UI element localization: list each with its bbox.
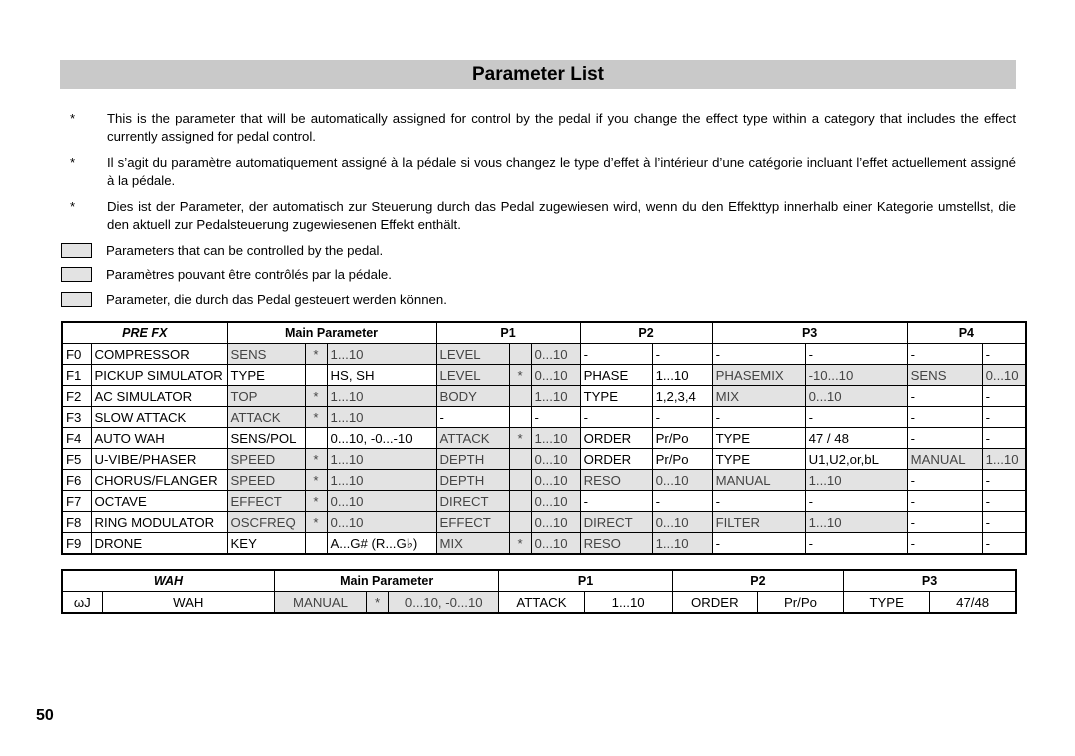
main-param-star: * [367, 592, 389, 614]
main-param-star: * [305, 386, 327, 407]
main-param-range: HS, SH [327, 365, 436, 386]
p4-name: MANUAL [907, 449, 982, 470]
legend-text: Parameters that can be controlled by the pedal. [106, 242, 384, 258]
p1-name: - [436, 407, 509, 428]
main-param-name: SENS/POL [227, 428, 305, 449]
effect-id: ωJ [62, 592, 102, 614]
table-header-row [62, 322, 1026, 344]
effect-id: F8 [62, 512, 91, 533]
p3-range: 0...10 [805, 386, 907, 407]
p1-star: * [509, 428, 531, 449]
effect-name: OCTAVE [91, 491, 227, 512]
p2-name: - [580, 407, 652, 428]
prefx-parameter-table [61, 321, 1027, 555]
header-p2: P2 [580, 322, 712, 344]
effect-id: F9 [62, 533, 91, 555]
header-p3: P3 [844, 570, 1016, 592]
p1-name: LEVEL [436, 344, 509, 365]
note-text: This is the parameter that will be automatically assigned for control by the pedal if you change the effect type within a category that includes the effect currently assigned for pedal control. [107, 111, 1016, 144]
p3-range: U1,U2,or,bL [805, 449, 907, 470]
legend [61, 238, 447, 312]
p3-range: 47 / 48 [805, 428, 907, 449]
table-row [62, 365, 1026, 386]
p1-range: 0...10 [531, 365, 580, 386]
table-row [62, 449, 1026, 470]
p3-range: 47/48 [930, 592, 1016, 614]
p2-name: PHASE [580, 365, 652, 386]
main-param-name: ATTACK [227, 407, 305, 428]
p1-range: 0...10 [531, 470, 580, 491]
p4-name: - [907, 470, 982, 491]
legend-swatch [61, 292, 92, 307]
p3-name: - [712, 407, 805, 428]
legend-item [61, 287, 447, 312]
table-row [62, 428, 1026, 449]
main-param-name: SENS [227, 344, 305, 365]
table-row [62, 470, 1026, 491]
header-p2: P2 [672, 570, 843, 592]
p4-name: - [907, 533, 982, 555]
p1-name: MIX [436, 533, 509, 555]
legend-text: Parameter, die durch das Pedal gesteuert werden können. [106, 291, 447, 307]
p1-name: LEVEL [436, 365, 509, 386]
header-main-parameter: Main Parameter [227, 322, 436, 344]
main-param-range: 0...10, -0...10 [389, 592, 499, 614]
main-param-range: 1...10 [327, 386, 436, 407]
effect-name: PICKUP SIMULATOR [91, 365, 227, 386]
note-english [64, 110, 1016, 146]
main-param-name: TOP [227, 386, 305, 407]
p4-range: - [982, 344, 1026, 365]
legend-item [61, 263, 447, 288]
legend-item [61, 238, 447, 263]
header-p1: P1 [436, 322, 580, 344]
p1-star [509, 344, 531, 365]
effect-id: F7 [62, 491, 91, 512]
p2-range: Pr/Po [757, 592, 843, 614]
effect-id: F2 [62, 386, 91, 407]
main-param-star: * [305, 470, 327, 491]
p1-range: 1...10 [531, 428, 580, 449]
main-param-star [305, 428, 327, 449]
p1-range: 0...10 [531, 449, 580, 470]
main-param-name: SPEED [227, 470, 305, 491]
p4-range: - [982, 407, 1026, 428]
p1-range: - [531, 407, 580, 428]
p3-name: - [712, 491, 805, 512]
p2-name: RESO [580, 533, 652, 555]
main-param-range: 0...10 [327, 491, 436, 512]
p1-range: 1...10 [584, 592, 672, 614]
p3-range: - [805, 533, 907, 555]
p2-name: DIRECT [580, 512, 652, 533]
effect-name: CHORUS/FLANGER [91, 470, 227, 491]
p1-name: DIRECT [436, 491, 509, 512]
p1-star: * [509, 365, 531, 386]
p4-name: - [907, 491, 982, 512]
page-title: Parameter List [60, 60, 1016, 89]
p1-range: 0...10 [531, 344, 580, 365]
p1-name: BODY [436, 386, 509, 407]
main-param-range: A...G# (R...G♭) [327, 533, 436, 555]
main-param-range: 1...10 [327, 449, 436, 470]
note-german [64, 198, 1016, 234]
main-param-star [305, 365, 327, 386]
main-param-name: KEY [227, 533, 305, 555]
legend-swatch [61, 267, 92, 282]
main-param-range: 0...10 [327, 512, 436, 533]
effect-id: F1 [62, 365, 91, 386]
table-row [62, 491, 1026, 512]
table-row [62, 386, 1026, 407]
table-row [62, 407, 1026, 428]
table-header-row [62, 570, 1016, 592]
p4-range: - [982, 491, 1026, 512]
p3-range: - [805, 491, 907, 512]
effect-id: F4 [62, 428, 91, 449]
p4-range: - [982, 512, 1026, 533]
header-p4: P4 [907, 322, 1026, 344]
effect-name: U-VIBE/PHASER [91, 449, 227, 470]
p2-name: - [580, 344, 652, 365]
page-number: 50 [36, 707, 54, 724]
p3-name: PHASEMIX [712, 365, 805, 386]
header-category: PRE FX [62, 322, 227, 344]
p3-range: -10...10 [805, 365, 907, 386]
table-row [62, 512, 1026, 533]
legend-swatch [61, 243, 92, 258]
p1-star [509, 407, 531, 428]
effect-name: WAH [102, 592, 274, 614]
p4-range: - [982, 428, 1026, 449]
note-text: Il s’agit du paramètre automatiquement assigné à la pédale si vous changez le type d’effet à l’intérieur d’une catégorie incluant l’effet actuellement assigné à la pédale. [107, 155, 1016, 188]
p2-range: 1,2,3,4 [652, 386, 712, 407]
effect-id: F6 [62, 470, 91, 491]
p3-name: MANUAL [712, 470, 805, 491]
p3-name: TYPE [712, 449, 805, 470]
p2-name: TYPE [580, 386, 652, 407]
p4-range: 0...10 [982, 365, 1026, 386]
main-param-name: TYPE [227, 365, 305, 386]
p3-range: 1...10 [805, 512, 907, 533]
p1-star [509, 512, 531, 533]
p2-name: ORDER [580, 428, 652, 449]
p4-name: SENS [907, 365, 982, 386]
p3-range: - [805, 407, 907, 428]
note-french [64, 154, 1016, 190]
note-text: Dies ist der Parameter, der automatisch zur Steuerung durch das Pedal zugewiesen wird, wenn du den Effekttyp innerhalb einer Kategorie umstellst, die den aktuell zur Pedalsteuerung zugewiesenen Effekt enthält. [107, 199, 1016, 232]
p1-star [509, 470, 531, 491]
effect-id: F3 [62, 407, 91, 428]
note-marker: * [70, 155, 76, 170]
main-param-star: * [305, 407, 327, 428]
main-param-range: 1...10 [327, 344, 436, 365]
table-row [62, 344, 1026, 365]
main-param-name: MANUAL [274, 592, 366, 614]
p3-name: MIX [712, 386, 805, 407]
effect-name: AC SIMULATOR [91, 386, 227, 407]
p2-range: 1...10 [652, 533, 712, 555]
p1-name: EFFECT [436, 512, 509, 533]
p1-star [509, 386, 531, 407]
p1-star: * [509, 533, 531, 555]
header-category: WAH [62, 570, 274, 592]
note-marker: * [70, 111, 76, 126]
p2-range: - [652, 407, 712, 428]
p2-range: 0...10 [652, 470, 712, 491]
p1-range: 0...10 [531, 512, 580, 533]
p2-range: 1...10 [652, 365, 712, 386]
effect-name: AUTO WAH [91, 428, 227, 449]
p4-name: - [907, 428, 982, 449]
p2-range: - [652, 344, 712, 365]
p3-range: - [805, 344, 907, 365]
p4-name: - [907, 407, 982, 428]
p4-range: - [982, 386, 1026, 407]
note-marker: * [70, 199, 76, 214]
p1-name: DEPTH [436, 470, 509, 491]
main-param-star: * [305, 491, 327, 512]
p1-star [509, 449, 531, 470]
p2-range: Pr/Po [652, 428, 712, 449]
p4-name: - [907, 386, 982, 407]
effect-id: F5 [62, 449, 91, 470]
main-param-star: * [305, 512, 327, 533]
p1-range: 0...10 [531, 533, 580, 555]
table-row [62, 533, 1026, 555]
header-p3: P3 [712, 322, 907, 344]
main-param-range: 1...10 [327, 407, 436, 428]
effect-name: SLOW ATTACK [91, 407, 227, 428]
notes [64, 110, 1016, 242]
p3-name: TYPE [712, 428, 805, 449]
main-param-star: * [305, 449, 327, 470]
main-param-name: OSCFREQ [227, 512, 305, 533]
main-param-star: * [305, 344, 327, 365]
p2-name: ORDER [580, 449, 652, 470]
p1-star [509, 491, 531, 512]
p3-name: TYPE [844, 592, 930, 614]
main-param-star [305, 533, 327, 555]
legend-text: Paramètres pouvant être contrôlés par la pédale. [106, 267, 392, 283]
p1-range: 1...10 [531, 386, 580, 407]
p1-name: DEPTH [436, 449, 509, 470]
p4-name: - [907, 344, 982, 365]
main-param-range: 0...10, -0...-10 [327, 428, 436, 449]
p2-name: RESO [580, 470, 652, 491]
p2-name: - [580, 491, 652, 512]
effect-name: COMPRESSOR [91, 344, 227, 365]
effect-name: DRONE [91, 533, 227, 555]
wah-parameter-table [61, 569, 1017, 614]
main-param-name: EFFECT [227, 491, 305, 512]
p2-name: ORDER [672, 592, 757, 614]
p1-range: 0...10 [531, 491, 580, 512]
p3-name: FILTER [712, 512, 805, 533]
main-param-range: 1...10 [327, 470, 436, 491]
header-p1: P1 [499, 570, 672, 592]
effect-id: F0 [62, 344, 91, 365]
p1-name: ATTACK [499, 592, 584, 614]
p2-range: - [652, 491, 712, 512]
p2-range: 0...10 [652, 512, 712, 533]
p3-name: - [712, 533, 805, 555]
effect-name: RING MODULATOR [91, 512, 227, 533]
p4-range: - [982, 533, 1026, 555]
p3-range: 1...10 [805, 470, 907, 491]
table-row [62, 592, 1016, 614]
p4-range: - [982, 470, 1026, 491]
p3-name: - [712, 344, 805, 365]
p1-name: ATTACK [436, 428, 509, 449]
p4-range: 1...10 [982, 449, 1026, 470]
p2-range: Pr/Po [652, 449, 712, 470]
header-main-parameter: Main Parameter [274, 570, 498, 592]
p4-name: - [907, 512, 982, 533]
main-param-name: SPEED [227, 449, 305, 470]
